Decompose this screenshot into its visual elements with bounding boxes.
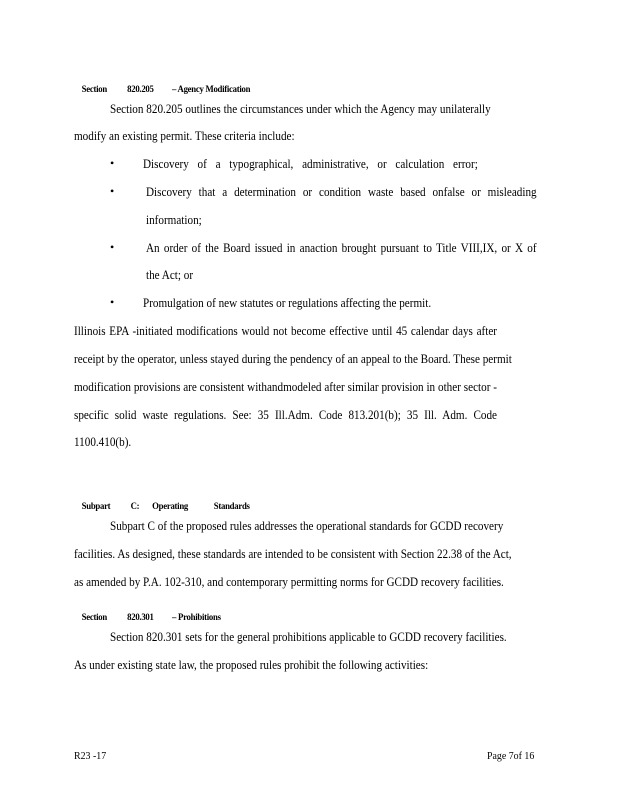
heading-subpart-title: Operating (152, 502, 189, 512)
footer-page-number: Page 7of 16 (487, 750, 535, 762)
bullet-1-dot: • (110, 156, 115, 170)
footer-doc-id: R23 -17 (74, 750, 107, 762)
subpart-c-line1: Subpart C of the proposed rules addresses the operational standards for GCDD recovery (110, 519, 504, 533)
para1-line2: modify an existing permit. These criteria include: (74, 129, 295, 143)
heading-section-title: – Agency Modification (172, 85, 251, 95)
subpart-c-line3: as amended by P.A. 102-310, and contemporary permitting norms for GCDD recovery facilities. (74, 575, 504, 589)
heading-subpart-word: Subpart (81, 502, 111, 512)
bullet-4-text: Promulgation of new statutes or regulations affecting the permit. (143, 296, 432, 310)
para1-line1: Section 820.205 outlines the circumstances under which the Agency may unilaterally (110, 102, 491, 116)
bullet-3-dot: • (110, 240, 115, 254)
subpart-c-line2: facilities. As designed, these standards are intended to be consistent with Section 22.38 of the Act, (74, 547, 512, 561)
para2-line1: Illinois EPA -initiated modifications would not become effective until 45 calendar days after (74, 324, 497, 338)
bullet-2-dot: • (110, 184, 115, 198)
bullet-1-text: Discovery of a typographical, administrative, or calculation error; (143, 157, 478, 171)
bullet-2-text-line2: information; (146, 213, 202, 227)
para2-line4: specific solid waste regulations. See: 35 Ill.Adm. Code 813.201(b); 35 Ill. Adm. Code (74, 408, 497, 422)
heading-section-word: Section (81, 85, 107, 95)
para2-line5: 1100.410(b). (74, 435, 132, 449)
heading-section-word: Section (81, 613, 107, 623)
heading-section-number: 820.205 (127, 85, 154, 95)
bullet-3-text-line1: An order of the Board issued in anaction brought pursuant to Title VIII,IX, or X of (146, 241, 537, 255)
para2-line3: modification provisions are consistent withandmodeled after similar provision in other sector - (74, 380, 497, 394)
heading-section-title: – Prohibitions (172, 613, 221, 623)
heading-section-number: 820.301 (127, 613, 154, 623)
heading-subpart-title2: Standards (213, 502, 250, 512)
heading-subpart-letter: C: (130, 502, 140, 512)
bullet-4-dot: • (110, 295, 115, 309)
bullet-2-text-line1: Discovery that a determination or condition waste based onfalse or misleading (146, 185, 537, 199)
section-301-line2: As under existing state law, the proposed rules prohibit the following activities: (74, 658, 429, 672)
bullet-3-text-line2: the Act; or (146, 268, 194, 282)
para2-line2: receipt by the operator, unless stayed during the pendency of an appeal to the Board. These permit (74, 352, 512, 366)
section-301-line1: Section 820.301 sets for the general prohibitions applicable to GCDD recovery facilities. (110, 630, 507, 644)
